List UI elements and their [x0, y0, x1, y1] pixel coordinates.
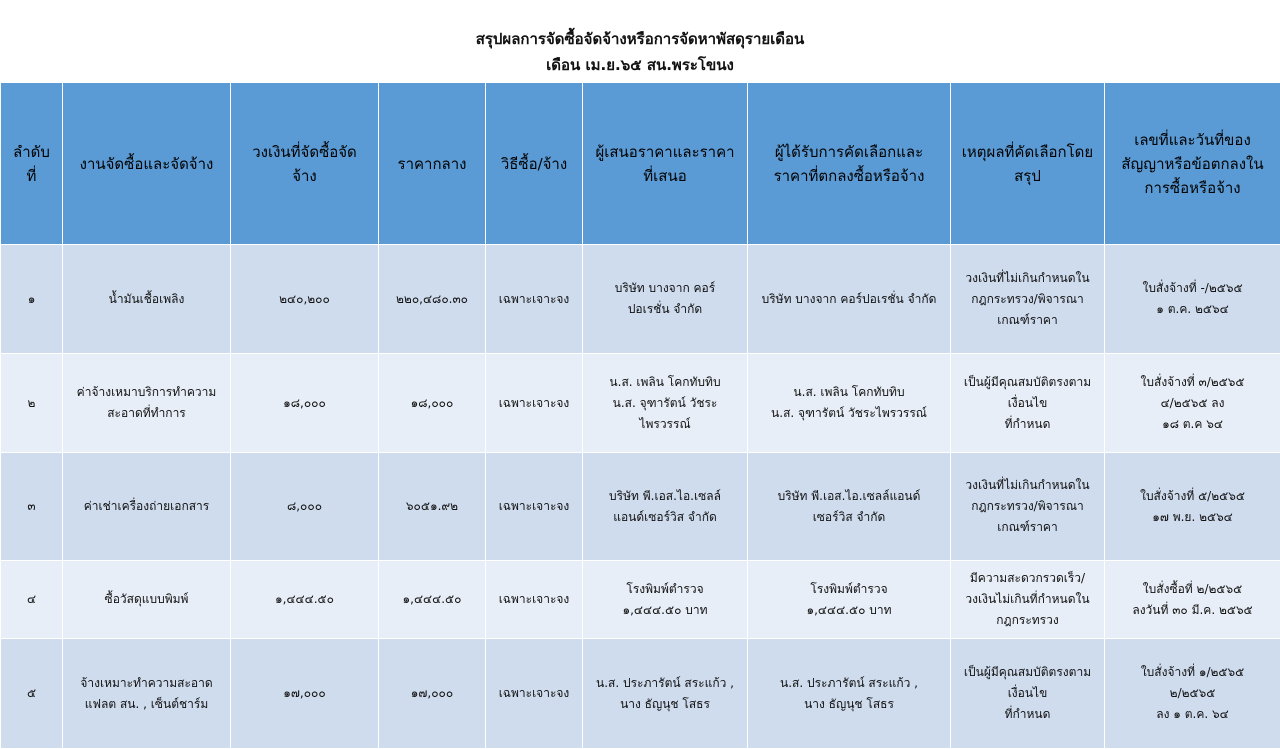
cell-method: เฉพาะเจาะจง	[486, 245, 583, 354]
cell-item: น้ำมันเชื้อเพลิง	[63, 245, 231, 354]
cell-selected: บริษัท บางจาก คอร์ปอเรชั่น จำกัด	[748, 245, 951, 354]
cell-bidders: น.ส. เพลิน โคกทับทิบ น.ส. จุฑารัตน์ วัชระ ไพรวรรณ์	[583, 354, 748, 453]
cell-item: ค่าจ้างเหมาบริการทำความ สะอาดที่ทำการ	[63, 354, 231, 453]
header-reason: เหตุผลที่คัดเลือกโดย สรุป	[951, 83, 1105, 245]
header-median-price: ราคากลาง	[379, 83, 486, 245]
cell-selected: น.ส. เพลิน โคกทับทิบ น.ส. จุฑารัตน์ วัชระไพรวรรณ์	[748, 354, 951, 453]
cell-bidders: น.ส. ประภารัตน์ สระแก้ว , นาง ธัญนุช โสธร	[583, 639, 748, 749]
cell-selected: โรงพิมพ์ตำรวจ ๑,๔๔๔.๕๐ บาท	[748, 561, 951, 639]
cell-no: ๒	[1, 354, 63, 453]
cell-reason: เป็นผู้มีคุณสมบัติตรงตาม เงื่อนไข ที่กำหนด	[951, 354, 1105, 453]
header-item: งานจัดซื้อและจัดจ้าง	[63, 83, 231, 245]
table-row	[1, 245, 1280, 354]
cell-selected: บริษัท พี.เอส.ไอ.เซลล์แอนด์ เซอร์วิส จำกัด	[748, 453, 951, 561]
table-row	[1, 354, 1280, 453]
header-bidders: ผู้เสนอราคาและราคา ที่เสนอ	[583, 83, 748, 245]
cell-bidders: บริษัท บางจาก คอร์ ปอเรชั่น จำกัด	[583, 245, 748, 354]
table-row	[1, 561, 1280, 639]
cell-reason: วงเงินที่ไม่เกินกำหนดใน กฎกระทรวง/พิจารณา เกณฑ์ราคา	[951, 453, 1105, 561]
cell-no: ๑	[1, 245, 63, 354]
title-line-2: เดือน เม.ย.๖๕ สน.พระโขนง	[0, 52, 1280, 78]
cell-median-price: ๑๗,๐๐๐	[379, 639, 486, 749]
cell-method: เฉพาะเจาะจง	[486, 639, 583, 749]
header-method: วิธีซื้อ/จ้าง	[486, 83, 583, 245]
cell-reason: วงเงินที่ไม่เกินกำหนดใน กฎกระทรวง/พิจารณา เกณฑ์ราคา	[951, 245, 1105, 354]
cell-median-price: ๑,๔๔๔.๕๐	[379, 561, 486, 639]
cell-contract: ใบสั่งจ้างที่ -/๒๕๖๕ ๑ ต.ค. ๒๕๖๔	[1105, 245, 1280, 354]
table-header-row	[1, 83, 1280, 245]
table-row	[1, 453, 1280, 561]
cell-method: เฉพาะเจาะจง	[486, 354, 583, 453]
title-line-1: สรุปผลการจัดซื้อจัดจ้างหรือการจัดหาพัสดุรายเดือน	[0, 26, 1280, 52]
cell-median-price: ๑๘,๐๐๐	[379, 354, 486, 453]
cell-no: ๕	[1, 639, 63, 749]
cell-median-price: ๒๒๐,๔๘๐.๓๐	[379, 245, 486, 354]
cell-item: จ้างเหมาะทำความสะอาด แฟลต สน. , เซ็นต์ชาร์ม	[63, 639, 231, 749]
cell-no: ๔	[1, 561, 63, 639]
document-title	[0, 26, 1280, 78]
cell-reason: เป็นผู้มีคุณสมบัติตรงตาม เงื่อนไข ที่กำหนด	[951, 639, 1105, 749]
cell-bidders: โรงพิมพ์ตำรวจ ๑,๔๔๔.๕๐ บาท	[583, 561, 748, 639]
cell-budget: ๘,๐๐๐	[231, 453, 379, 561]
header-selected: ผู้ได้รับการคัดเลือกและ ราคาที่ตกลงซื้อหรือจ้าง	[748, 83, 951, 245]
cell-budget: ๑๘,๐๐๐	[231, 354, 379, 453]
cell-method: เฉพาะเจาะจง	[486, 561, 583, 639]
header-no: ลำดับ ที่	[1, 83, 63, 245]
cell-reason: มีความสะดวกรวดเร็ว/ วงเงินไม่เกินที่กำหนดใน กฎกระทรวง	[951, 561, 1105, 639]
cell-no: ๓	[1, 453, 63, 561]
cell-median-price: ๖๐๕๑.๙๒	[379, 453, 486, 561]
procurement-table	[0, 82, 1280, 749]
cell-contract: ใบสั่งจ้างที่ ๕/๒๕๖๕ ๑๗ พ.ย. ๒๕๖๔	[1105, 453, 1280, 561]
cell-method: เฉพาะเจาะจง	[486, 453, 583, 561]
cell-bidders: บริษัท พี.เอส.ไอ.เซลล์ แอนด์เซอร์วิส จำกัด	[583, 453, 748, 561]
cell-item: ค่าเช่าเครื่องถ่ายเอกสาร	[63, 453, 231, 561]
table-row	[1, 639, 1280, 749]
cell-selected: น.ส. ประภารัตน์ สระแก้ว , นาง ธัญนุช โสธร	[748, 639, 951, 749]
cell-budget: ๑,๔๔๔.๕๐	[231, 561, 379, 639]
cell-budget: ๑๗,๐๐๐	[231, 639, 379, 749]
cell-contract: ใบสั่งซื้อที่ ๒/๒๕๖๕ ลงวันที่ ๓๐ มี.ค. ๒๕๖๕	[1105, 561, 1280, 639]
header-contract: เลขที่และวันที่ของ สัญญาหรือข้อตกลงใน การซื้อหรือจ้าง	[1105, 83, 1280, 245]
cell-contract: ใบสั่งจ้างที่ ๓/๒๕๖๕ ๔/๒๕๖๕ ลง ๑๘ ต.ค ๖๔	[1105, 354, 1280, 453]
cell-contract: ใบสั่งจ้างที่ ๑/๒๕๖๕ ๒/๒๕๖๕ ลง ๑ ต.ค. ๖๔	[1105, 639, 1280, 749]
header-budget: วงเงินที่จัดซื้อจัด จ้าง	[231, 83, 379, 245]
cell-item: ซื้อวัสดุแบบพิมพ์	[63, 561, 231, 639]
cell-budget: ๒๔๐,๒๐๐	[231, 245, 379, 354]
